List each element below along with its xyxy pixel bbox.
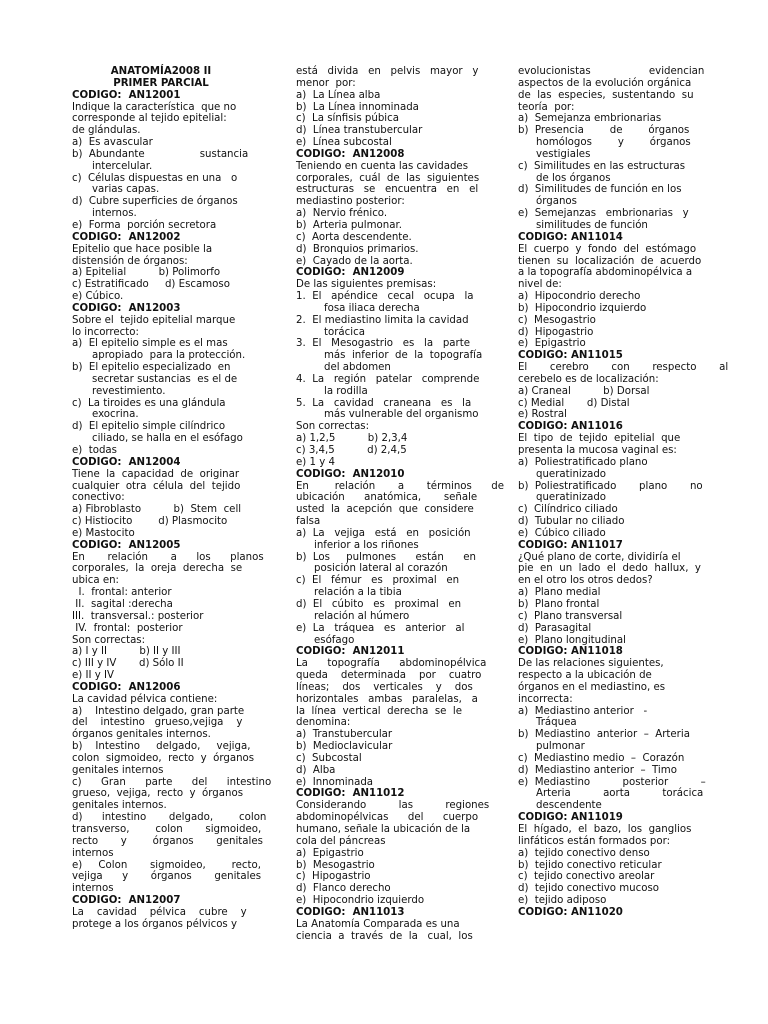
text-line: Sobre el tejido epitelial marque: [72, 314, 236, 326]
text-line: 5. La cavidad craneana es la: [296, 397, 472, 409]
text-line: Epitelio que hace posible la: [72, 243, 213, 255]
text-line: e) Semejanzas embrionarias y: [518, 208, 689, 220]
column-middle: [296, 66, 504, 942]
text-line: internos: [72, 883, 114, 895]
text-line: b) La Línea innominada: [296, 101, 419, 113]
text-line: pulmonar: [536, 741, 585, 753]
text-line: a) I y II b) II y III: [72, 646, 181, 658]
text-line: teoría por:: [518, 101, 575, 113]
text-line: linfáticos están formados por:: [518, 835, 671, 847]
text-line: mediastino posterior:: [296, 196, 405, 208]
text-line: a) Mediastino anterior -: [518, 705, 648, 717]
text-line: similitudes de función: [536, 219, 648, 231]
text-line: e) Cúbico.: [72, 291, 124, 303]
text-line: e) Cúbico ciliado: [518, 527, 606, 539]
text-line: b) Intestino delgado, vejiga,: [72, 741, 251, 753]
text-line: II. sagital :derecha: [72, 598, 173, 610]
text-line: menor por:: [296, 77, 356, 89]
text-line: ¿Qué plano de corte, dividiría el: [518, 551, 681, 563]
text-line: internos: [72, 847, 114, 859]
text-line: c) Aorta descendente.: [296, 231, 412, 243]
text-line: c) III y IV d) Sólo II: [72, 658, 184, 670]
question-code: CODIGO: AN12008: [296, 148, 405, 160]
text-line: c) Similitudes en las estructuras: [518, 160, 686, 172]
text-line: a la topografía abdominopélvica a: [518, 267, 693, 279]
text-line: del abdomen: [324, 362, 391, 374]
text-line: e) Epigastrio: [518, 338, 586, 350]
text-line: d) Cubre superficies de órganos: [72, 196, 238, 208]
text-line: c) El fémur es proximal en: [296, 575, 460, 587]
text-line: relación a la tibia: [314, 587, 402, 599]
text-line: abdominopélvicas del cuerpo: [296, 812, 479, 824]
text-line: 3. El Mesogastrio es la parte: [296, 338, 470, 350]
text-line: corresponde al tejido epitelial:: [72, 113, 227, 125]
text-line: c) Medial d) Distal: [518, 397, 630, 409]
text-line: torácica: [324, 326, 365, 338]
text-line: Considerando las regiones: [296, 800, 490, 812]
text-line: a) Poliestratificado plano: [518, 456, 648, 468]
text-line: e) II y IV: [72, 670, 114, 682]
text-line: I. frontal: anterior: [72, 587, 172, 599]
text-line: genitales internos.: [72, 800, 167, 812]
question-code: CODIGO: AN11015: [518, 350, 623, 362]
text-line: c) Células dispuestas en una o: [72, 172, 238, 184]
text-line: 4. La región patelar comprende: [296, 373, 480, 385]
text-line: d) Similitudes de función en los: [518, 184, 682, 196]
text-line: b) Mediastino anterior – Arteria: [518, 729, 690, 741]
text-line: de las especies, sustentando su: [518, 89, 694, 101]
text-line: De las relaciones siguientes,: [518, 658, 664, 670]
text-line: e) Forma porción secretora: [72, 219, 217, 231]
text-line: a) Transtubercular: [296, 729, 393, 741]
text-line: a) La Línea alba: [296, 89, 381, 101]
text-line: a) Craneal b) Dorsal: [518, 385, 650, 397]
text-line: intercelular.: [92, 160, 153, 172]
text-line: b) Arteria pulmonar.: [296, 219, 402, 231]
text-line: d) Bronquios primarios.: [296, 243, 419, 255]
text-line: varias capas.: [92, 184, 160, 196]
text-line: e) tejido adiposo: [518, 895, 607, 907]
text-line: a) Semejanza embrionarias: [518, 113, 662, 125]
text-line: corporales, cuál de las siguientes: [296, 172, 480, 184]
text-line: e) todas: [72, 445, 117, 456]
text-line: a) tejido conectivo denso: [518, 847, 650, 859]
text-line: d) Parasagital: [518, 622, 592, 634]
question-code: CODIGO: AN11017: [518, 539, 623, 551]
text-line: a) Epigastrio: [296, 847, 364, 859]
text-line: a) 1,2,5 b) 2,3,4: [296, 433, 408, 445]
text-line: posición lateral al corazón: [314, 563, 448, 575]
question-code: CODIGO: AN12006: [72, 681, 181, 693]
text-line: La topografía abdominopélvica: [296, 658, 487, 670]
text-line: d) Flanco derecho: [296, 883, 391, 895]
text-line: protege a los órganos pélvicos y: [72, 918, 238, 930]
text-line: e) La tráquea es anterior al: [296, 622, 465, 634]
text-line: corporales, la oreja derecha se: [72, 563, 243, 575]
text-line: más inferior de la topografía: [324, 350, 483, 362]
text-line: El cerebro con respecto al: [518, 362, 729, 374]
text-line: c) tejido conectivo areolar: [518, 871, 655, 883]
text-line: e) Cayado de la aorta.: [296, 255, 413, 267]
text-line: pie en un lado el dedo hallux, y: [518, 563, 701, 575]
text-line: grueso, vejiga, recto y órganos: [72, 788, 244, 800]
text-line: e) Línea subcostal: [296, 137, 392, 149]
text-line: vestigiales: [536, 148, 591, 160]
text-line: a) Fibroblasto b) Stem cell: [72, 504, 242, 516]
text-line: ubica en:: [72, 575, 119, 587]
text-line: esófago: [314, 634, 355, 646]
question-code: CODIGO: AN12002: [72, 231, 181, 243]
text-line: El cuerpo y fondo del estómago: [518, 243, 697, 255]
text-line: órganos genitales internos.: [72, 729, 211, 741]
text-line: d) El epitelio simple cilíndrico: [72, 421, 226, 433]
text-line: nivel de:: [518, 279, 562, 291]
text-line: ciliado, se halla en el esófago: [92, 433, 243, 445]
text-line: c) 3,4,5 d) 2,4,5: [296, 445, 407, 456]
text-line: Indique la característica que no: [72, 101, 237, 113]
text-line: ciencia a través de la cual, los: [296, 930, 473, 942]
text-line: b) Abundante sustancia: [72, 148, 249, 160]
text-line: IV. frontal: posterior: [72, 622, 183, 634]
text-line: a) Intestino delgado, gran parte: [72, 705, 245, 717]
text-line: b) Poliestratificado plano no: [518, 480, 703, 492]
text-line: d) Línea transtubercular: [296, 125, 423, 137]
text-line: genitales internos: [72, 764, 164, 776]
text-line: c) Histiocito d) Plasmocito: [72, 516, 228, 528]
text-line: incorrecta:: [518, 693, 573, 705]
text-line: inferior a los riñones: [314, 539, 419, 551]
question-code: CODIGO: AN11014: [518, 231, 623, 243]
text-line: apropiado para la protección.: [92, 350, 246, 362]
text-line: a) Hipocondrio derecho: [518, 291, 641, 303]
text-line: La Anatomía Comparada es una: [296, 918, 460, 930]
column-left: [72, 66, 272, 931]
text-line: presenta la mucosa vaginal es:: [518, 445, 677, 456]
text-line: usted la acepción que considere: [296, 504, 474, 516]
question-code: CODIGO: AN12004: [72, 456, 181, 468]
text-line: c) Mesogastrio: [518, 314, 596, 326]
question-code: CODIGO: AN11018: [518, 646, 623, 658]
text-line: Arteria aorta torácica: [536, 788, 704, 800]
question-code: CODIGO: AN12010: [296, 468, 405, 480]
text-line: horizontales ambas paralelas, a: [296, 693, 478, 705]
text-line: relación al húmero: [314, 610, 410, 622]
question-code: CODIGO: AN12005: [72, 539, 181, 551]
text-line: c) Mediastino medio – Corazón: [518, 752, 685, 764]
text-line: en el otro los otros dedos?: [518, 575, 653, 587]
text-line: aspectos de la evolución orgánica: [518, 77, 692, 89]
text-line: c) Estratificado d) Escamoso: [72, 279, 230, 291]
text-line: e) Plano longitudinal: [518, 634, 626, 646]
text-line: e) 1 y 4: [296, 456, 335, 468]
text-line: colon sigmoideo, recto y órganos: [72, 752, 255, 764]
text-line: c) Hipogastrio: [296, 871, 371, 883]
text-line: e) Mediastino posterior –: [518, 776, 706, 788]
text-line: Son correctas:: [72, 634, 146, 646]
text-line: conectivo:: [72, 492, 125, 504]
exam-title: ANATOMÍA2008 II: [110, 66, 212, 77]
question-code: CODIGO: AN12009: [296, 267, 405, 279]
text-line: e) Mastocito: [72, 527, 135, 539]
text-line: b) Medioclavicular: [296, 741, 393, 753]
text-line: a) Plano medial: [518, 587, 601, 599]
text-line: respecto a la ubicación de: [518, 670, 652, 682]
text-line: evolucionistas evidencian: [518, 66, 705, 77]
question-code: CODIGO: AN11019: [518, 812, 623, 824]
text-line: Son correctas:: [296, 421, 370, 433]
text-line: de los órganos: [536, 172, 611, 184]
text-line: c) Cilíndrico ciliado: [518, 504, 618, 516]
text-line: El tipo de tejido epitelial que: [518, 433, 681, 445]
text-line: homólogos y órganos: [536, 137, 691, 149]
text-line: de glándulas.: [72, 125, 141, 137]
text-line: De las siguientes premisas:: [296, 279, 437, 291]
text-line: e) Innominada: [296, 776, 374, 788]
text-line: b) El epitelio especializado en: [72, 362, 231, 374]
text-line: b) Hipocondrio izquierdo: [518, 302, 647, 314]
text-line: distensión de órganos:: [72, 255, 188, 267]
text-line: b) Presencia de órganos: [518, 125, 690, 137]
text-line: a) Es avascular: [72, 137, 153, 149]
text-line: c) Plano transversal: [518, 610, 623, 622]
text-line: d) intestino delgado, colon: [72, 812, 267, 824]
question-code: CODIGO: AN11013: [296, 906, 405, 918]
text-line: cola del páncreas: [296, 835, 386, 847]
text-line: órganos: [536, 196, 577, 208]
text-line: descendente: [536, 800, 602, 812]
text-line: Tráquea: [536, 717, 577, 729]
question-code: CODIGO: AN12007: [72, 895, 181, 907]
text-line: del intestino grueso,vejiga y: [72, 717, 243, 729]
text-line: ubicación anatómica, señale: [296, 492, 478, 504]
question-code: CODIGO: AN12011: [296, 646, 405, 658]
text-line: estructuras se encuentra en el: [296, 184, 479, 196]
text-line: e) Colon sigmoideo, recto,: [72, 859, 261, 871]
text-line: d) tejido conectivo mucoso: [518, 883, 660, 895]
text-line: a) Epitelial b) Polimorfo: [72, 267, 221, 279]
text-line: b) Los pulmones están en: [296, 551, 476, 563]
exam-title: PRIMER PARCIAL: [113, 77, 209, 89]
text-line: más vulnerable del organismo: [324, 409, 479, 421]
text-line: c) La tiroides es una glándula: [72, 397, 226, 409]
text-line: d) El cúbito es proximal en: [296, 598, 462, 610]
text-line: d) Mediastino anterior – Timo: [518, 764, 677, 776]
text-line: falsa: [296, 516, 321, 528]
text-line: e) Rostral: [518, 409, 567, 421]
text-line: a) La vejiga está en posición: [296, 527, 471, 539]
text-line: El hígado, el bazo, los ganglios: [518, 824, 692, 835]
text-line: tienen su localización de acuerdo: [518, 255, 702, 267]
question-code: CODIGO: AN11020: [518, 906, 623, 918]
text-line: vejiga y órganos genitales: [72, 871, 262, 883]
text-line: Tiene la capacidad de originar: [72, 468, 240, 480]
text-line: lo incorrecto:: [72, 326, 139, 338]
text-line: a) El epitelio simple es el mas: [72, 338, 228, 350]
text-line: En relación a los planos: [72, 551, 264, 563]
text-line: revestimiento.: [92, 385, 166, 397]
text-line: queratinizado: [536, 468, 607, 480]
question-code: CODIGO: AN12001: [72, 89, 181, 101]
text-line: d) Hipogastrio: [518, 326, 594, 338]
text-line: e) Hipocondrio izquierdo: [296, 895, 425, 907]
text-line: d) Alba: [296, 764, 336, 776]
text-line: La cavidad pélvica contiene:: [72, 693, 218, 705]
text-line: En relación a términos de: [296, 480, 504, 492]
text-line: la línea vertical derecha se le: [296, 705, 463, 717]
text-line: humano, señale la ubicación de la: [296, 824, 471, 835]
text-line: transverso, colon sigmoideo,: [72, 824, 262, 835]
text-line: exocrina.: [92, 409, 139, 421]
question-code: CODIGO: AN12003: [72, 302, 181, 314]
text-line: está divida en pelvis mayor y: [296, 66, 479, 77]
text-line: 2. El mediastino limita la cavidad: [296, 314, 469, 326]
text-line: secretar sustancias es el de: [92, 373, 238, 385]
text-line: cualquier otra célula del tejido: [72, 480, 241, 492]
text-line: a) Nervio frénico.: [296, 208, 388, 220]
text-line: fosa iliaca derecha: [324, 302, 420, 314]
text-line: d) Tubular no ciliado: [518, 516, 625, 528]
text-line: La cavidad pélvica cubre y: [72, 906, 247, 918]
text-line: recto y órganos genitales: [72, 835, 263, 847]
text-line: b) Mesogastrio: [296, 859, 375, 871]
text-line: queda determinada por cuatro: [296, 670, 482, 682]
text-line: Teniendo en cuenta las cavidades: [296, 160, 469, 172]
text-line: III. transversal.: posterior: [72, 610, 204, 622]
text-line: queratinizado: [536, 492, 607, 504]
text-line: la rodilla: [324, 385, 368, 397]
text-line: internos.: [92, 208, 137, 220]
text-line: c) La sínfisis púbica: [296, 113, 399, 125]
text-line: cerebelo es de localización:: [518, 373, 659, 385]
text-line: 1. El apéndice cecal ocupa la: [296, 291, 474, 303]
question-code: CODIGO: AN11012: [296, 788, 405, 800]
text-line: órganos en el mediastino, es: [518, 681, 666, 693]
text-line: líneas; dos verticales y dos: [296, 681, 473, 693]
column-right: [518, 66, 729, 919]
text-line: b) tejido conectivo reticular: [518, 859, 662, 871]
text-line: b) Plano frontal: [518, 598, 600, 610]
text-line: denomina:: [296, 717, 351, 729]
text-line: c) Subcostal: [296, 752, 362, 764]
question-code: CODIGO: AN11016: [518, 421, 623, 433]
text-line: c) Gran parte del intestino: [72, 776, 272, 788]
